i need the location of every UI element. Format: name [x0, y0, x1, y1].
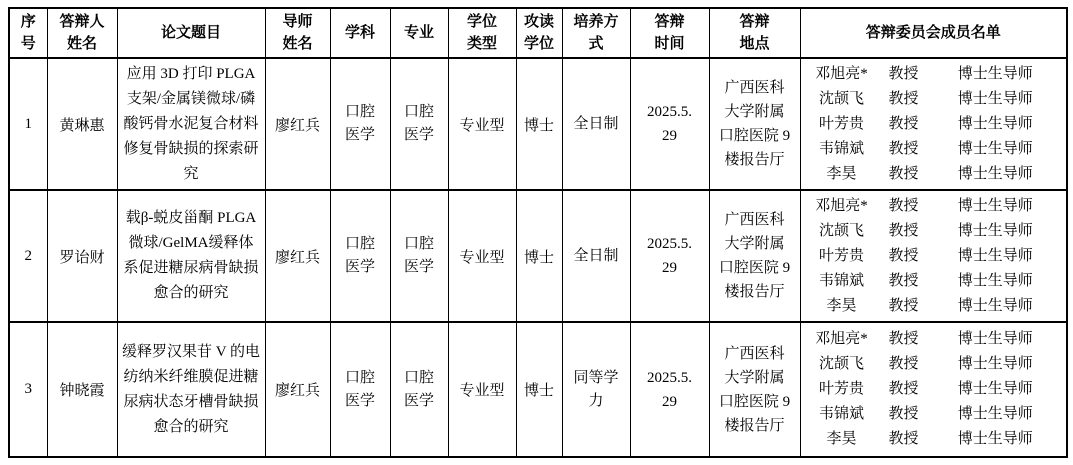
- location-line: 口腔医院 9: [718, 393, 791, 410]
- header-line: 学科: [344, 25, 375, 41]
- committee-member: [805, 294, 1063, 319]
- member-title: 教授: [888, 247, 919, 264]
- location-line: 广西医科: [724, 345, 785, 362]
- committee-member: [805, 112, 1063, 137]
- cell-degree-type: 专业型: [448, 190, 516, 322]
- header-line: 学位: [466, 14, 497, 30]
- cell-defense-time: [630, 58, 709, 190]
- member-name: 沈颉飞: [818, 90, 864, 107]
- committee-member: [805, 219, 1063, 244]
- member-role: 博士生导师: [957, 356, 1033, 372]
- header-line: 答辩: [654, 14, 685, 30]
- cell-thesis-title: 应用 3D 打印 PLGA 支架/金属镁微球/磷酸钙骨水泥复合材料修复骨缺损的探索研究: [117, 58, 265, 190]
- header-line: 序: [20, 14, 36, 30]
- header-degree-pursued: [516, 8, 562, 58]
- header-defender-name: [47, 8, 117, 58]
- header-line: 类型: [466, 36, 497, 52]
- committee-member: [805, 377, 1063, 402]
- header-thesis-title: [117, 8, 265, 58]
- member-name: 叶芳贵: [818, 381, 864, 397]
- header-line: 姓名: [282, 36, 313, 52]
- member-name: 邓旭亮*: [815, 197, 868, 214]
- member-name: 韦锦斌: [818, 272, 864, 289]
- cell-defender-name: 钟晓霞: [47, 322, 117, 457]
- header-line: 时间: [654, 36, 685, 52]
- committee-member: [805, 269, 1063, 294]
- member-name: 李昊: [826, 165, 857, 182]
- major-text: 口腔医学: [403, 104, 434, 143]
- cell-committee-members: [800, 58, 1067, 190]
- header-line: 答辩人: [59, 14, 105, 30]
- cell-defense-location: [709, 190, 800, 322]
- member-name: 李昊: [826, 297, 857, 314]
- committee-member: [805, 352, 1063, 377]
- location-line: 口腔医院 9: [718, 128, 791, 144]
- member-role: 博士生导师: [957, 331, 1033, 347]
- cell-major: [390, 190, 448, 322]
- member-role: 博士生导师: [957, 165, 1033, 182]
- header-line: 姓名: [66, 36, 97, 52]
- discipline-text: 口腔医学: [344, 369, 375, 409]
- member-name: 李昊: [826, 431, 857, 447]
- member-title: 教授: [888, 222, 919, 239]
- header-committee-members: [800, 8, 1067, 58]
- header-line: 答辩委员会成员名单: [865, 25, 1001, 41]
- cell-advisor-name: 廖红兵: [265, 58, 330, 190]
- cell-thesis-title: 载β-蜕皮甾酮 PLGA微球/GelMA缓释体系促进糖尿病骨缺损愈合的研究: [117, 190, 265, 322]
- member-role: 博士生导师: [957, 272, 1033, 289]
- major-text: 口腔医学: [403, 369, 434, 409]
- cell-discipline: [330, 58, 390, 190]
- member-name: 韦锦斌: [818, 140, 864, 157]
- time-line: 29: [662, 260, 677, 276]
- header-advisor-name: [265, 8, 330, 58]
- cell-defense-location: [709, 58, 800, 190]
- member-title: 教授: [888, 272, 919, 289]
- cell-committee-members: [800, 190, 1067, 322]
- cell-defense-time: [630, 322, 709, 457]
- member-title: 教授: [888, 356, 919, 372]
- major-text: 口腔医学: [403, 236, 434, 275]
- committee-member: [805, 402, 1063, 427]
- header-line: 地点: [739, 36, 770, 52]
- cell-discipline: [330, 190, 390, 322]
- committee-member: [805, 62, 1063, 87]
- header-line: 攻读: [523, 14, 554, 30]
- member-name: 邓旭亮*: [815, 65, 868, 82]
- committee-member: [805, 327, 1063, 352]
- member-role: 博士生导师: [957, 115, 1033, 132]
- header-defense-time: [630, 8, 709, 58]
- defense-schedule-table: [8, 7, 1068, 458]
- location-line: 广西医科: [724, 80, 785, 96]
- location-line: 大学附属: [724, 104, 785, 120]
- member-role: 博士生导师: [957, 65, 1033, 82]
- header-line: 专业: [403, 25, 434, 41]
- time-line: 2025.5.: [647, 369, 692, 386]
- member-title: 教授: [888, 197, 919, 214]
- time-line: 2025.5.: [647, 104, 692, 120]
- cell-serial-number: 3: [9, 322, 47, 457]
- cell-defense-time: [630, 190, 709, 322]
- time-line: 2025.5.: [647, 236, 692, 252]
- table-row: [9, 190, 1067, 322]
- time-line: 29: [662, 128, 677, 144]
- cell-degree-type: 专业型: [448, 322, 516, 457]
- member-name: 叶芳贵: [818, 115, 864, 132]
- location-line: 大学附属: [724, 236, 785, 252]
- location-line: 广西医科: [724, 212, 785, 228]
- time-line: 29: [662, 393, 677, 410]
- member-title: 教授: [888, 140, 919, 157]
- cell-committee-members: [800, 322, 1067, 457]
- cell-training-mode: 同等学力: [562, 322, 630, 457]
- cell-serial-number: 2: [9, 190, 47, 322]
- table-row: [9, 322, 1067, 457]
- member-title: 教授: [888, 431, 919, 447]
- cell-defense-location: [709, 322, 800, 457]
- header-major: [390, 8, 448, 58]
- header-line: 号: [20, 36, 36, 52]
- member-role: 博士生导师: [957, 431, 1033, 447]
- header-line: 培养方: [573, 14, 619, 30]
- table-row: [9, 58, 1067, 190]
- member-role: 博士生导师: [957, 297, 1033, 314]
- cell-degree-type: 专业型: [448, 58, 516, 190]
- header-line: 学位: [523, 36, 554, 52]
- location-line: 楼报告厅: [724, 417, 785, 434]
- cell-training-mode: 全日制: [562, 190, 630, 322]
- location-line: 楼报告厅: [724, 152, 785, 168]
- member-title: 教授: [888, 165, 919, 182]
- header-row: [9, 8, 1067, 58]
- member-role: 博士生导师: [957, 406, 1033, 422]
- member-name: 叶芳贵: [818, 247, 864, 264]
- header-line: 式: [588, 36, 604, 52]
- member-role: 博士生导师: [957, 247, 1033, 264]
- member-role: 博士生导师: [957, 90, 1033, 107]
- member-name: 韦锦斌: [818, 406, 864, 422]
- cell-thesis-title: 缓释罗汉果苷 V 的电纺纳米纤维膜促进糖尿病状态牙槽骨缺损愈合的研究: [117, 322, 265, 457]
- member-role: 博士生导师: [957, 140, 1033, 157]
- member-name: 邓旭亮*: [815, 331, 868, 347]
- member-title: 教授: [888, 90, 919, 107]
- member-role: 博士生导师: [957, 222, 1033, 239]
- cell-degree-pursued: 博士: [516, 58, 562, 190]
- cell-defender-name: 罗诒财: [47, 190, 117, 322]
- cell-degree-pursued: 博士: [516, 322, 562, 457]
- member-title: 教授: [888, 381, 919, 397]
- member-title: 教授: [888, 406, 919, 422]
- cell-advisor-name: 廖红兵: [265, 322, 330, 457]
- discipline-text: 口腔医学: [344, 104, 375, 143]
- cell-major: [390, 322, 448, 457]
- committee-member: [805, 137, 1063, 162]
- member-name: 沈颉飞: [818, 222, 864, 239]
- header-line: 导师: [282, 14, 313, 30]
- header-defense-location: [709, 8, 800, 58]
- committee-member: [805, 162, 1063, 187]
- member-name: 沈颉飞: [818, 356, 864, 372]
- location-line: 楼报告厅: [724, 284, 785, 300]
- header-training-mode: [562, 8, 630, 58]
- committee-member: [805, 244, 1063, 269]
- member-role: 博士生导师: [957, 381, 1033, 397]
- committee-member: [805, 427, 1063, 452]
- header-line: 答辩: [739, 14, 770, 30]
- cell-major: [390, 58, 448, 190]
- cell-degree-pursued: 博士: [516, 190, 562, 322]
- member-title: 教授: [888, 331, 919, 347]
- header-line: 论文题目: [160, 25, 221, 41]
- member-title: 教授: [888, 65, 919, 82]
- location-line: 大学附属: [724, 369, 785, 386]
- cell-defender-name: 黄琳惠: [47, 58, 117, 190]
- discipline-text: 口腔医学: [344, 236, 375, 275]
- cell-discipline: [330, 322, 390, 457]
- committee-member: [805, 87, 1063, 112]
- member-title: 教授: [888, 297, 919, 314]
- header-degree-type: [448, 8, 516, 58]
- committee-member: [805, 194, 1063, 219]
- location-line: 口腔医院 9: [718, 260, 791, 276]
- header-serial-number: [9, 8, 47, 58]
- cell-advisor-name: 廖红兵: [265, 190, 330, 322]
- member-role: 博士生导师: [957, 197, 1033, 214]
- header-discipline: [330, 8, 390, 58]
- member-title: 教授: [888, 115, 919, 132]
- cell-serial-number: 1: [9, 58, 47, 190]
- cell-training-mode: 全日制: [562, 58, 630, 190]
